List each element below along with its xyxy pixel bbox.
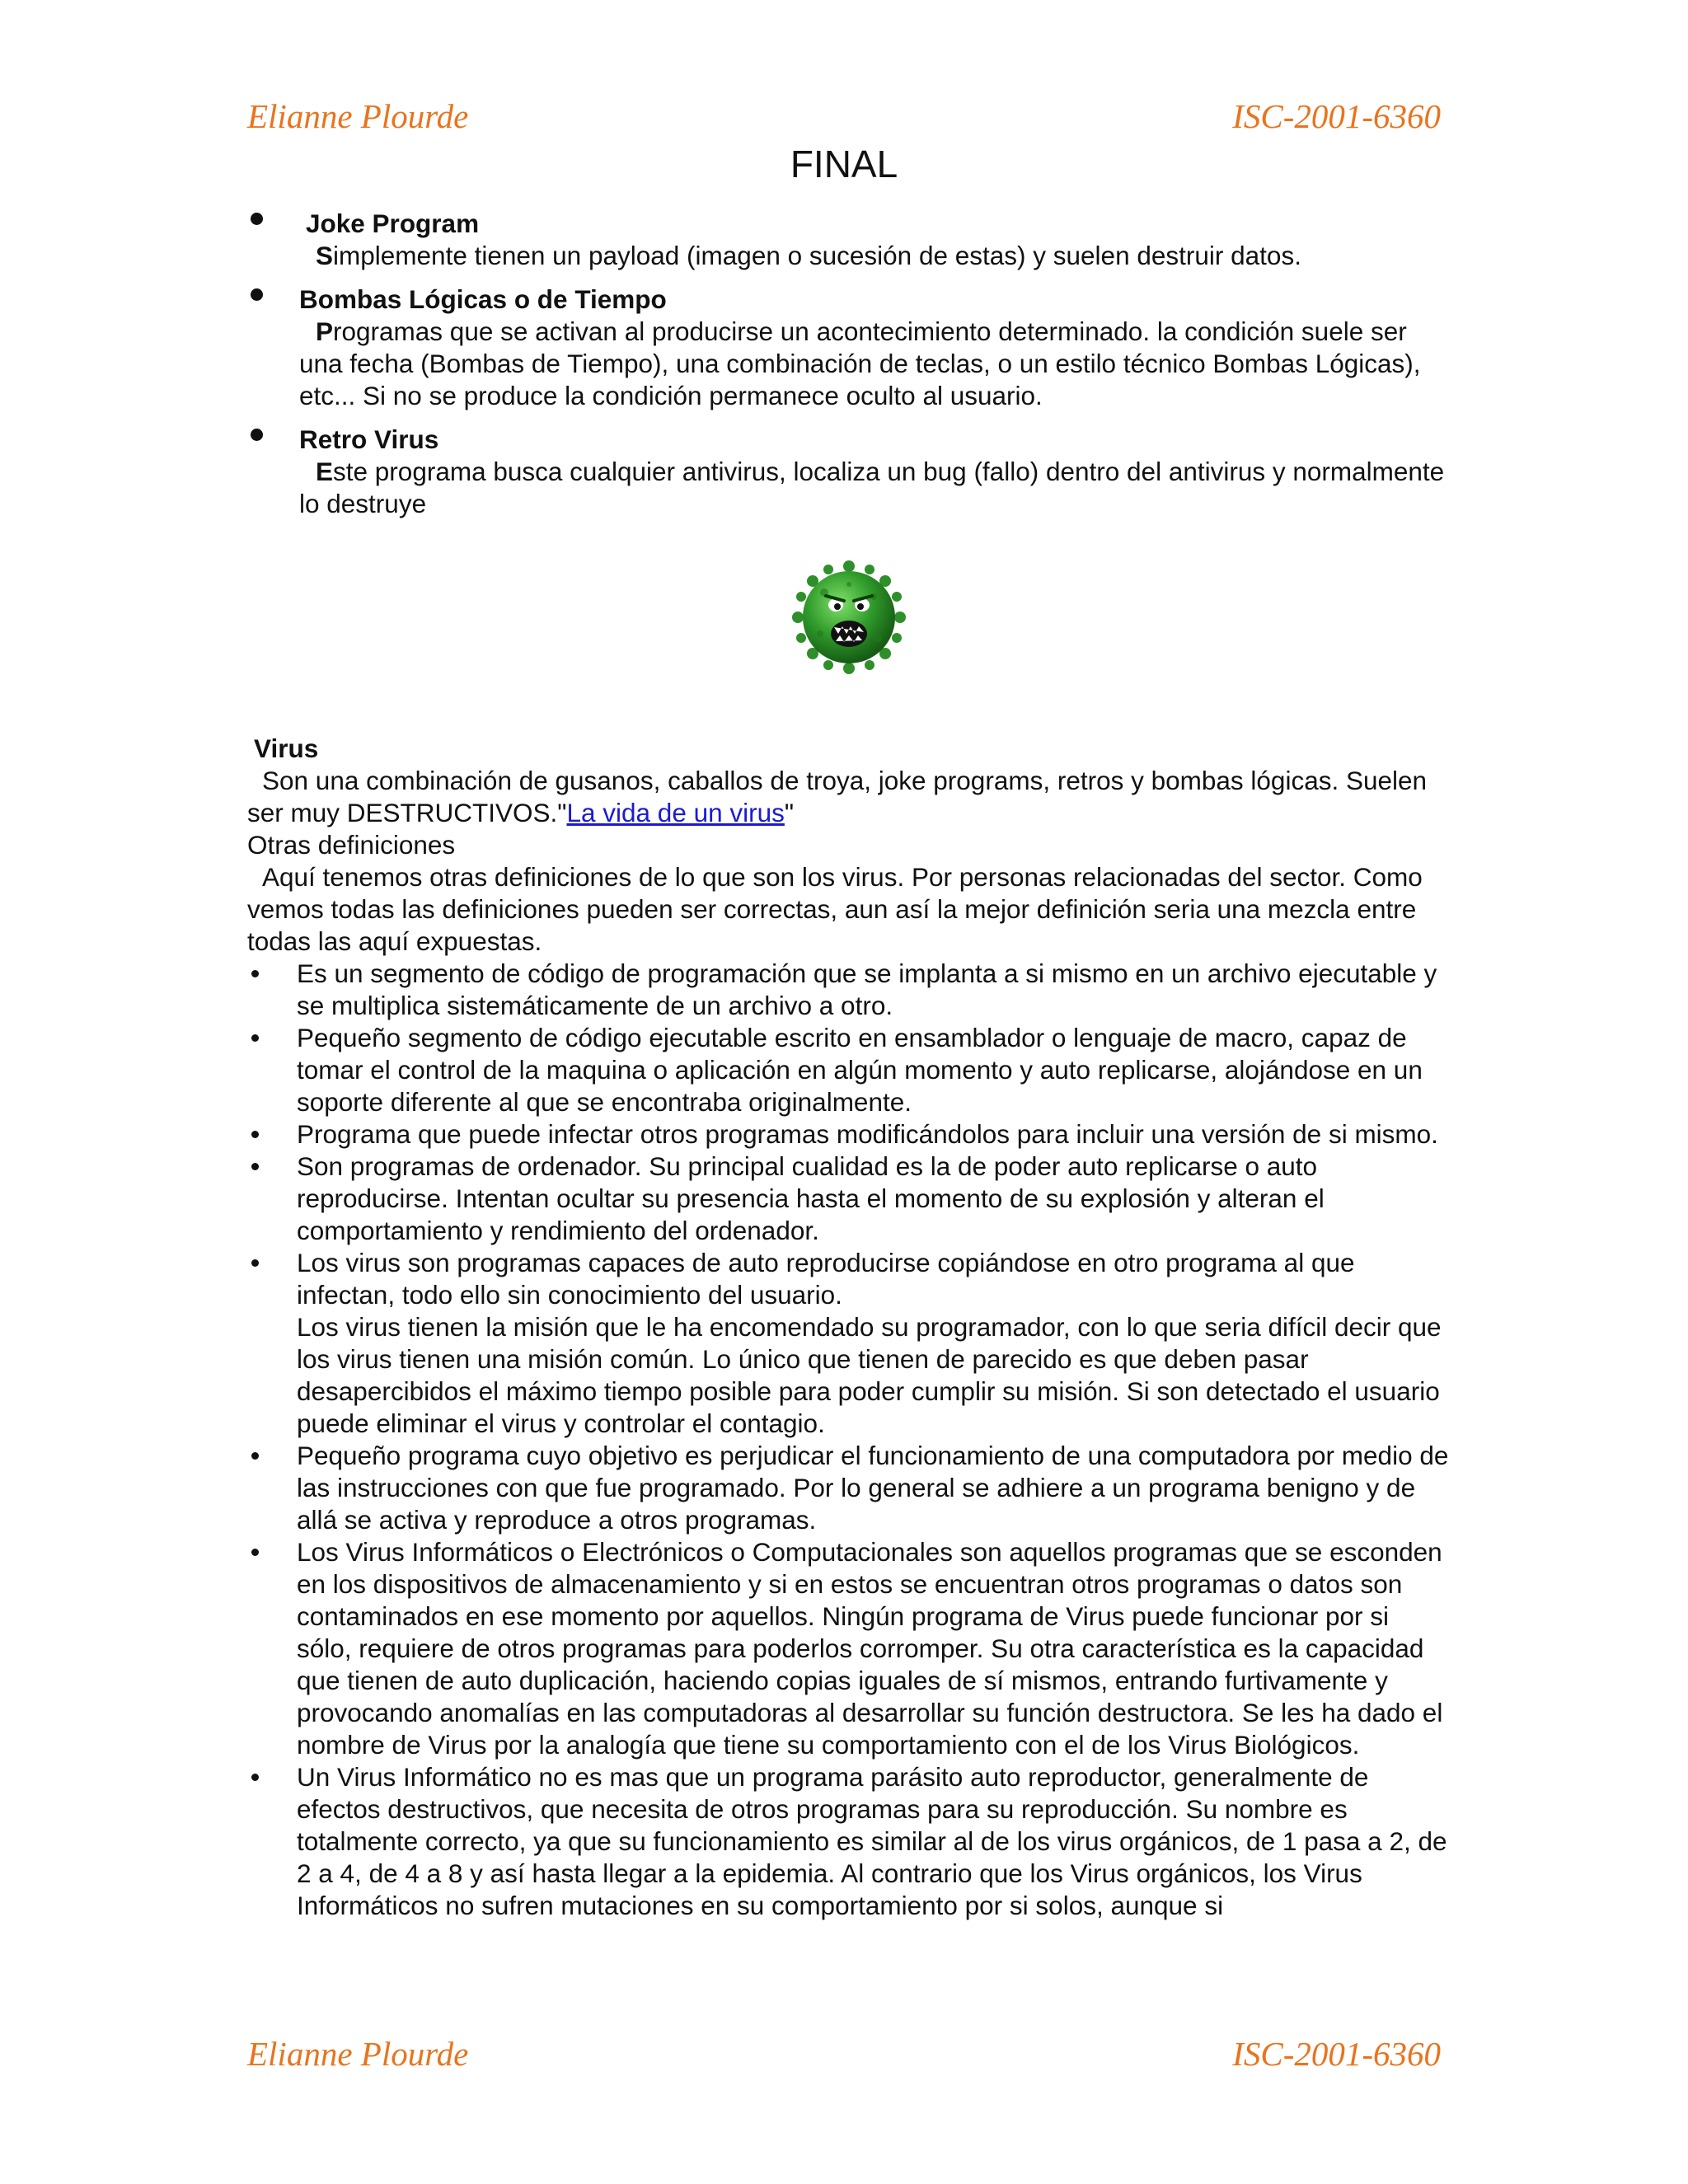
list-item bbox=[247, 1022, 1451, 1118]
other-definitions-title: Otras definiciones bbox=[247, 830, 456, 860]
bullet-icon bbox=[251, 213, 263, 225]
definition-extra-text: Los virus tienen la misión que le ha encomendado su programador, con lo que seria difícil decir que los virus tienen una misión común. Lo único que tienen de parecido es que deben pasar desapercibidos el máximo tiempo posible para poder cumplir su misión. Si son detectado el usuario puede eliminar el virus y controlar el contagio. bbox=[297, 1312, 1442, 1438]
footer-author: Elianne Plourde bbox=[247, 2035, 469, 2073]
bullet-icon bbox=[251, 429, 263, 441]
definition-text: Un Virus Informático no es mas que un programa parásito auto reproductor, generalmente de efectos destructivos, que necesita de otros programas para su reproducción. Su nombre es totalmente correcto, ya que su funcionamiento es similar al de los virus orgánicos, de 1 pasa a 2, de 2 a 4, de 4 a 8 y así hasta llegar a la epidemia. Al contrario que los Virus orgánicos, los Virus Informáticos no sufren mutaciones en su comportamiento por si solos, aunque si bbox=[297, 1762, 1447, 1920]
bullet-icon bbox=[251, 1774, 259, 1781]
item-initial: P bbox=[316, 316, 334, 346]
green-virus-icon bbox=[791, 560, 907, 675]
item-text: rogramas que se activan al producirse un acontecimiento determinado. la condición suele ser una fecha (Bombas de Tiempo), una combinación de teclas, o un estilo técnico Bombas Lógicas), etc... Si no se produce la condición permanece oculto al usuario. bbox=[299, 316, 1421, 410]
item-initial: E bbox=[316, 457, 334, 486]
list-item bbox=[247, 284, 1451, 412]
definition-text: Son programas de ordenador. Su principal cualidad es la de poder auto replicarse o auto reproducirse. Intentan ocultar su presencia hasta el momento de su explosión y alteran el comportamiento y rendimiento del ordenador. bbox=[297, 1151, 1325, 1245]
bullet-icon bbox=[251, 1452, 259, 1460]
definition-text: Los Virus Informáticos o Electrónicos o Computacionales son aquellos programas que se esconden en los dispositivos de almacenamiento y si en estos se encuentran otros programas o datos son contaminados en ese momento por aquellos. Ningún programa de Virus puede funcionar por si sólo, requiere de otros programas para poderlos corromper. Su otra característica es la capacidad que tienen de auto duplicación, haciendo copias iguales de sí mismos, entrando furtivamente y provocando anomalías en las computadoras al desarrollar su función destructora. Se les ha dado el nombre de Virus por la analogía que tiene su comportamiento con el de los Virus Biológicos. bbox=[297, 1537, 1443, 1760]
document-body bbox=[247, 208, 1451, 1922]
definition-text: Programa que puede infectar otros programas modificándolos para incluir una versión de si mismo. bbox=[297, 1119, 1438, 1149]
list-item bbox=[247, 208, 1451, 272]
item-initial: S bbox=[316, 241, 334, 270]
virus-text: Son una combinación de gusanos, caballos de troya, joke programs, retros y bombas lógicas. Suelen ser muy DESTRUCTIVOS." bbox=[247, 766, 1428, 827]
virus-life-link[interactable]: La vida de un virus bbox=[566, 798, 785, 827]
list-item bbox=[247, 1761, 1451, 1922]
item-text: ste programa busca cualquier antivirus, localiza un bug (fallo) dentro del antivirus y normalmente lo destruye bbox=[299, 457, 1445, 518]
definition-text: Pequeño segmento de código ejecutable escrito en ensamblador o lenguaje de macro, capaz de tomar el control de la maquina o aplicación en algún momento y auto replicarse, alojándose en un soporte diferente al que se encontraba originalmente. bbox=[297, 1023, 1423, 1117]
definition-text: Los virus son programas capaces de auto reproducirse copiándose en otro programa al que infectan, todo ello sin conocimiento del usuario. bbox=[297, 1248, 1355, 1310]
item-description bbox=[299, 240, 1451, 272]
bullet-icon bbox=[251, 1131, 259, 1138]
item-description bbox=[299, 456, 1451, 520]
definition-text: Pequeño programa cuyo objetivo es perjudicar el funcionamiento de una computadora por medio de las instrucciones con que fue programado. Por lo general se adhiere a un programa benigno y de allá se activa y reproduce a otros programas. bbox=[297, 1441, 1449, 1535]
list-item bbox=[247, 1151, 1451, 1247]
bullet-icon bbox=[251, 288, 263, 301]
item-text: implemente tienen un payload (imagen o sucesión de estas) y suelen destruir datos. bbox=[333, 241, 1301, 270]
item-title: Retro Virus bbox=[299, 424, 439, 454]
bullet-icon bbox=[251, 970, 259, 977]
virus-types-list bbox=[247, 208, 1451, 520]
definitions-intro: Aquí tenemos otras definiciones de lo que son los virus. Por personas relacionadas del sector. Como vemos todas las definiciones pueden ser correctas, aun así la mejor definición seria una mezcla entre todas las aquí expuestas. bbox=[247, 862, 1423, 956]
list-item bbox=[247, 1118, 1451, 1151]
footer-code: ISC-2001-6360 bbox=[1232, 2035, 1441, 2073]
page-title: FINAL bbox=[790, 143, 898, 185]
item-title: Bombas Lógicas o de Tiempo bbox=[299, 284, 667, 314]
item-description bbox=[299, 316, 1451, 412]
header-code: ISC-2001-6360 bbox=[1232, 97, 1441, 135]
list-item bbox=[247, 958, 1451, 1022]
virus-text-after: " bbox=[784, 798, 795, 827]
list-item bbox=[247, 424, 1451, 520]
bullet-icon bbox=[251, 1034, 259, 1042]
section-title-virus: Virus bbox=[254, 733, 319, 763]
bullet-icon bbox=[251, 1259, 259, 1267]
list-item bbox=[247, 1440, 1451, 1536]
definitions-list bbox=[247, 958, 1451, 1922]
virus-paragraph bbox=[247, 765, 1451, 829]
list-item bbox=[247, 1247, 1451, 1440]
item-title: Joke Program bbox=[306, 209, 480, 238]
bullet-icon bbox=[251, 1549, 259, 1556]
definition-text: Es un segmento de código de programación que se implanta a si mismo en un archivo ejecutable y se multiplica sistemáticamente de un archivo a otro. bbox=[297, 958, 1437, 1020]
bullet-icon bbox=[251, 1163, 259, 1170]
header-author: Elianne Plourde bbox=[247, 97, 469, 135]
virus-illustration bbox=[791, 560, 907, 675]
list-item bbox=[247, 1536, 1451, 1761]
